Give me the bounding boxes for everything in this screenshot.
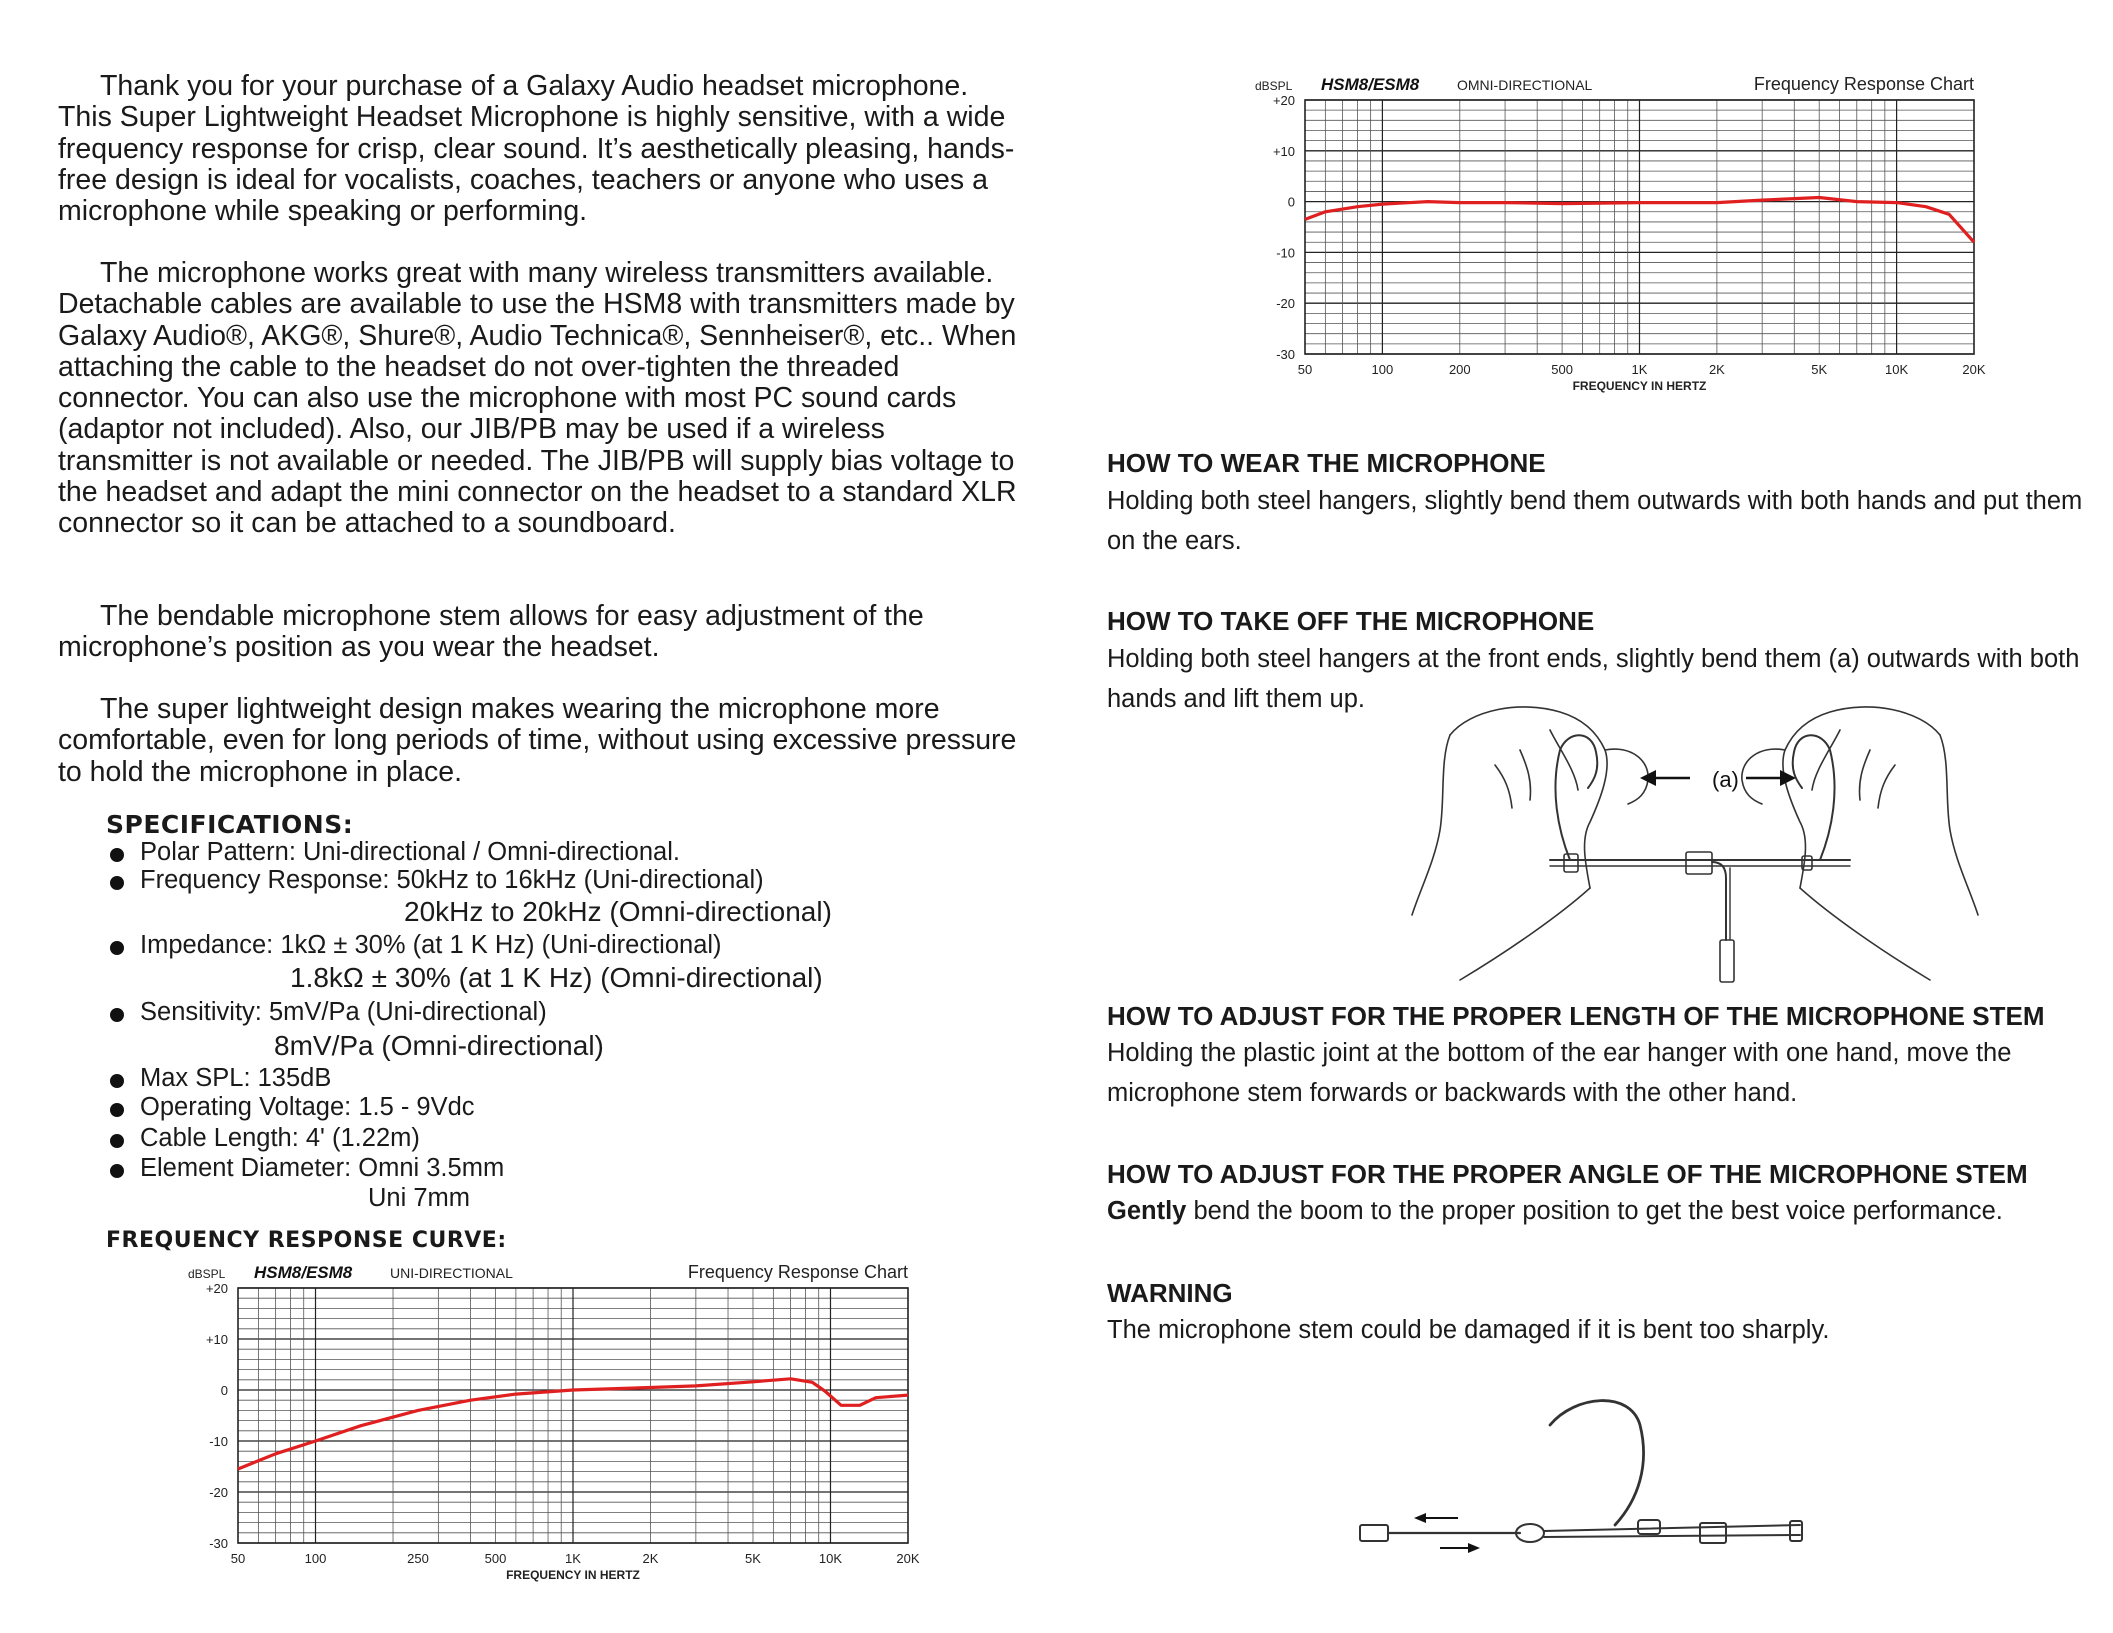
angle-bold-word: Gently [1107, 1197, 1187, 1225]
x-tick-label: 100 [304, 1551, 327, 1566]
bullet-icon [110, 848, 124, 862]
x-tick-label: 5K [1811, 362, 1828, 377]
warning-heading: WARNING [1107, 1278, 1233, 1308]
spec-polar-text: Polar Pattern: Uni-directional / Omni-directional. [140, 838, 680, 866]
x-tick-label: 1K [565, 1551, 581, 1566]
y-tick-label: +20 [205, 1281, 228, 1296]
angle-heading: HOW TO ADJUST FOR THE PROPER ANGLE OF THE MICROPHONE STEM [1107, 1159, 2028, 1189]
y-tick-label: +10 [1272, 143, 1295, 159]
bullet-icon [110, 1134, 124, 1148]
x-tick-label: 50 [230, 1551, 246, 1566]
x-axis-label: FREQUENCY IN HERTZ [506, 1568, 640, 1582]
spec-diameter-uni: Uni 7mm [368, 1184, 471, 1212]
bullet-icon [110, 876, 124, 890]
spec-impedance-omni: 1.8kΩ ± 30% (at 1 K Hz) (Omni-directional) [290, 962, 823, 993]
chart-grid [238, 1288, 908, 1543]
arrow-right-icon [1746, 770, 1796, 786]
bullet-icon [110, 941, 124, 955]
y-tick-label: -10 [1276, 245, 1295, 261]
y-tick-label: -20 [1276, 296, 1295, 312]
right-ear-hanger [1793, 735, 1835, 860]
intro-paragraph-4 [58, 694, 1018, 788]
y-tick-label: 0 [1287, 194, 1295, 210]
x-tick-label: 500 [1551, 362, 1573, 377]
plastic-joint [1686, 852, 1712, 874]
y-tick-label: +10 [205, 1332, 228, 1347]
frequency-response-title: FREQUENCY RESPONSE CURVE: [106, 1228, 507, 1253]
spec-sensitivity-text: Sensitivity: 5mV/Pa (Uni-directional) [140, 998, 547, 1026]
spec-diameter-text: Element Diameter: Omni 3.5mm [140, 1154, 505, 1182]
take-off-illustration [1400, 690, 1990, 990]
omni-directional-chart [1240, 66, 2000, 406]
y-axis-label: dBSPL [1255, 79, 1293, 93]
intro-paragraph-2 [58, 258, 1018, 540]
spec-voltage-text: Operating Voltage: 1.5 - 9Vdc [140, 1093, 475, 1121]
intro-paragraph-3-text: The bendable microphone stem allows for easy adjustment of the microphone’s position as you wear the headset. [58, 600, 924, 664]
intro-paragraph-4-text: The super lightweight design makes wearing the microphone more comfortable, even for long periods of time, without using excessive pressure to hold the microphone in place. [58, 693, 1017, 788]
stem-adjust-illustration [1350, 1385, 1830, 1555]
specifications-title: SPECIFICATIONS: [106, 810, 354, 839]
capsule-end [1360, 1525, 1388, 1541]
bullet-icon [110, 1074, 124, 1088]
left-ear-hanger [1555, 735, 1597, 860]
y-tick-label: -30 [1276, 347, 1295, 362]
y-tick-label: +20 [1272, 93, 1295, 108]
y-tick-label: -20 [209, 1485, 228, 1500]
y-tick-label: -30 [209, 1536, 228, 1551]
chart-pattern-label: UNI-DIRECTIONAL [390, 1265, 513, 1281]
warning-text: The microphone stem could be damaged if it is bent too sharply. [1107, 1316, 1830, 1344]
chart-model-label: HSM8/ESM8 [254, 1263, 353, 1282]
x-tick-label: 250 [407, 1551, 429, 1566]
takeoff-text: Holding both steel hangers at the front ends, slightly bend them (a) outwards with both hands and lift them up. [1107, 645, 2080, 713]
wear-text: Holding both steel hangers, slightly bend them outwards with both hands and put them on the ears. [1107, 487, 2083, 555]
spec-frequency-omni: 20kHz to 20kHz (Omni-directional) [404, 896, 832, 927]
x-tick-label: 20K [1962, 362, 1986, 377]
ear-hook [1550, 1401, 1644, 1525]
length-text: Holding the plastic joint at the bottom of the ear hanger with one hand, move the microphone stem forwards or backwards with the other hand. [1107, 1039, 2012, 1107]
wear-heading: HOW TO WEAR THE MICROPHONE [1107, 448, 1546, 478]
intro-paragraph-2-text: The microphone works great with many wireless transmitters available. Detachable cables are available to use the HSM8 with transmitters made by Galaxy Audio®, AKG®, Shure®, Audio Technica®, Sennheiser®, etc.. When attaching the cable to the headset do not over-tighten the threaded connector. You can also use the microphone with most PC sound cards (adaptor not included). Also, our JIB/PB may be used if a wireless transmitter is not available or needed. The JIB/PB will supply bias voltage to the headset and adapt the mini connector on the headset to a standard XLR connector so it can be attached to a soundboard. [58, 257, 1017, 540]
x-tick-label: 100 [1371, 362, 1394, 377]
takeoff-heading: HOW TO TAKE OFF THE MICROPHONE [1107, 606, 1595, 636]
x-tick-label: 50 [1297, 362, 1313, 377]
intro-paragraph-1-text: Thank you for your purchase of a Galaxy Audio headset microphone. This Super Lightweight Headset Microphone is highly sensitive, with a wide frequency response for crisp, clear sound. It’s aesthetically pleasing, hands-free design is ideal for vocalists, coaches, teachers or anyone who uses a microphone while speaking or performing. [58, 70, 1015, 228]
diagram-label-a: (a) [1712, 767, 1739, 792]
uni-directional-chart [180, 1254, 920, 1584]
spec-max-spl-text: Max SPL: 135dB [140, 1064, 332, 1092]
spec-frequency-text: Frequency Response: 50kHz to 16kHz (Uni-directional) [140, 866, 764, 894]
x-tick-label: 500 [484, 1551, 507, 1566]
arrow-forward-icon [1440, 1543, 1480, 1553]
intro-paragraph-1 [58, 71, 1018, 227]
x-axis-label: FREQUENCY IN HERTZ [1572, 379, 1707, 393]
y-tick-label: -10 [209, 1434, 228, 1449]
x-tick-label: 2K [1708, 362, 1725, 377]
bullet-icon [110, 1164, 124, 1178]
spec-sensitivity-omni: 8mV/Pa (Omni-directional) [274, 1030, 604, 1061]
angle-paragraph [1107, 1192, 2087, 1232]
x-tick-label: 20K [896, 1551, 920, 1566]
spec-impedance-text: Impedance: 1kΩ ± 30% (at 1 K Hz) (Uni-directional) [140, 931, 722, 959]
chart-grid [1305, 100, 1974, 354]
chart-title: Frequency Response Chart [687, 1262, 908, 1282]
intro-paragraph-3 [58, 601, 1018, 664]
microphone-capsule [1720, 940, 1734, 982]
bullet-icon [110, 1008, 124, 1022]
x-tick-label: 200 [1448, 362, 1471, 377]
chart-title: Frequency Response Chart [1753, 74, 1974, 94]
x-tick-label: 10K [1885, 362, 1909, 377]
angle-text: bend the boom to the proper position to get the best voice performance. [1186, 1197, 2003, 1225]
x-tick-label: 1K [1631, 362, 1648, 377]
y-tick-label: 0 [220, 1383, 228, 1398]
chart-pattern-label: OMNI-DIRECTIONAL [1457, 77, 1593, 93]
spec-cable-text: Cable Length: 4' (1.22m) [140, 1124, 420, 1152]
chart-model-label: HSM8/ESM8 [1321, 75, 1420, 94]
length-heading: HOW TO ADJUST FOR THE PROPER LENGTH OF THE MICROPHONE STEM [1107, 1001, 2045, 1031]
y-axis-label: dBSPL [188, 1267, 226, 1281]
x-tick-label: 5K [745, 1551, 761, 1566]
x-tick-label: 2K [642, 1551, 659, 1566]
bullet-icon [110, 1103, 124, 1117]
x-tick-label: 10K [818, 1551, 843, 1566]
arrow-back-icon [1414, 1513, 1458, 1523]
